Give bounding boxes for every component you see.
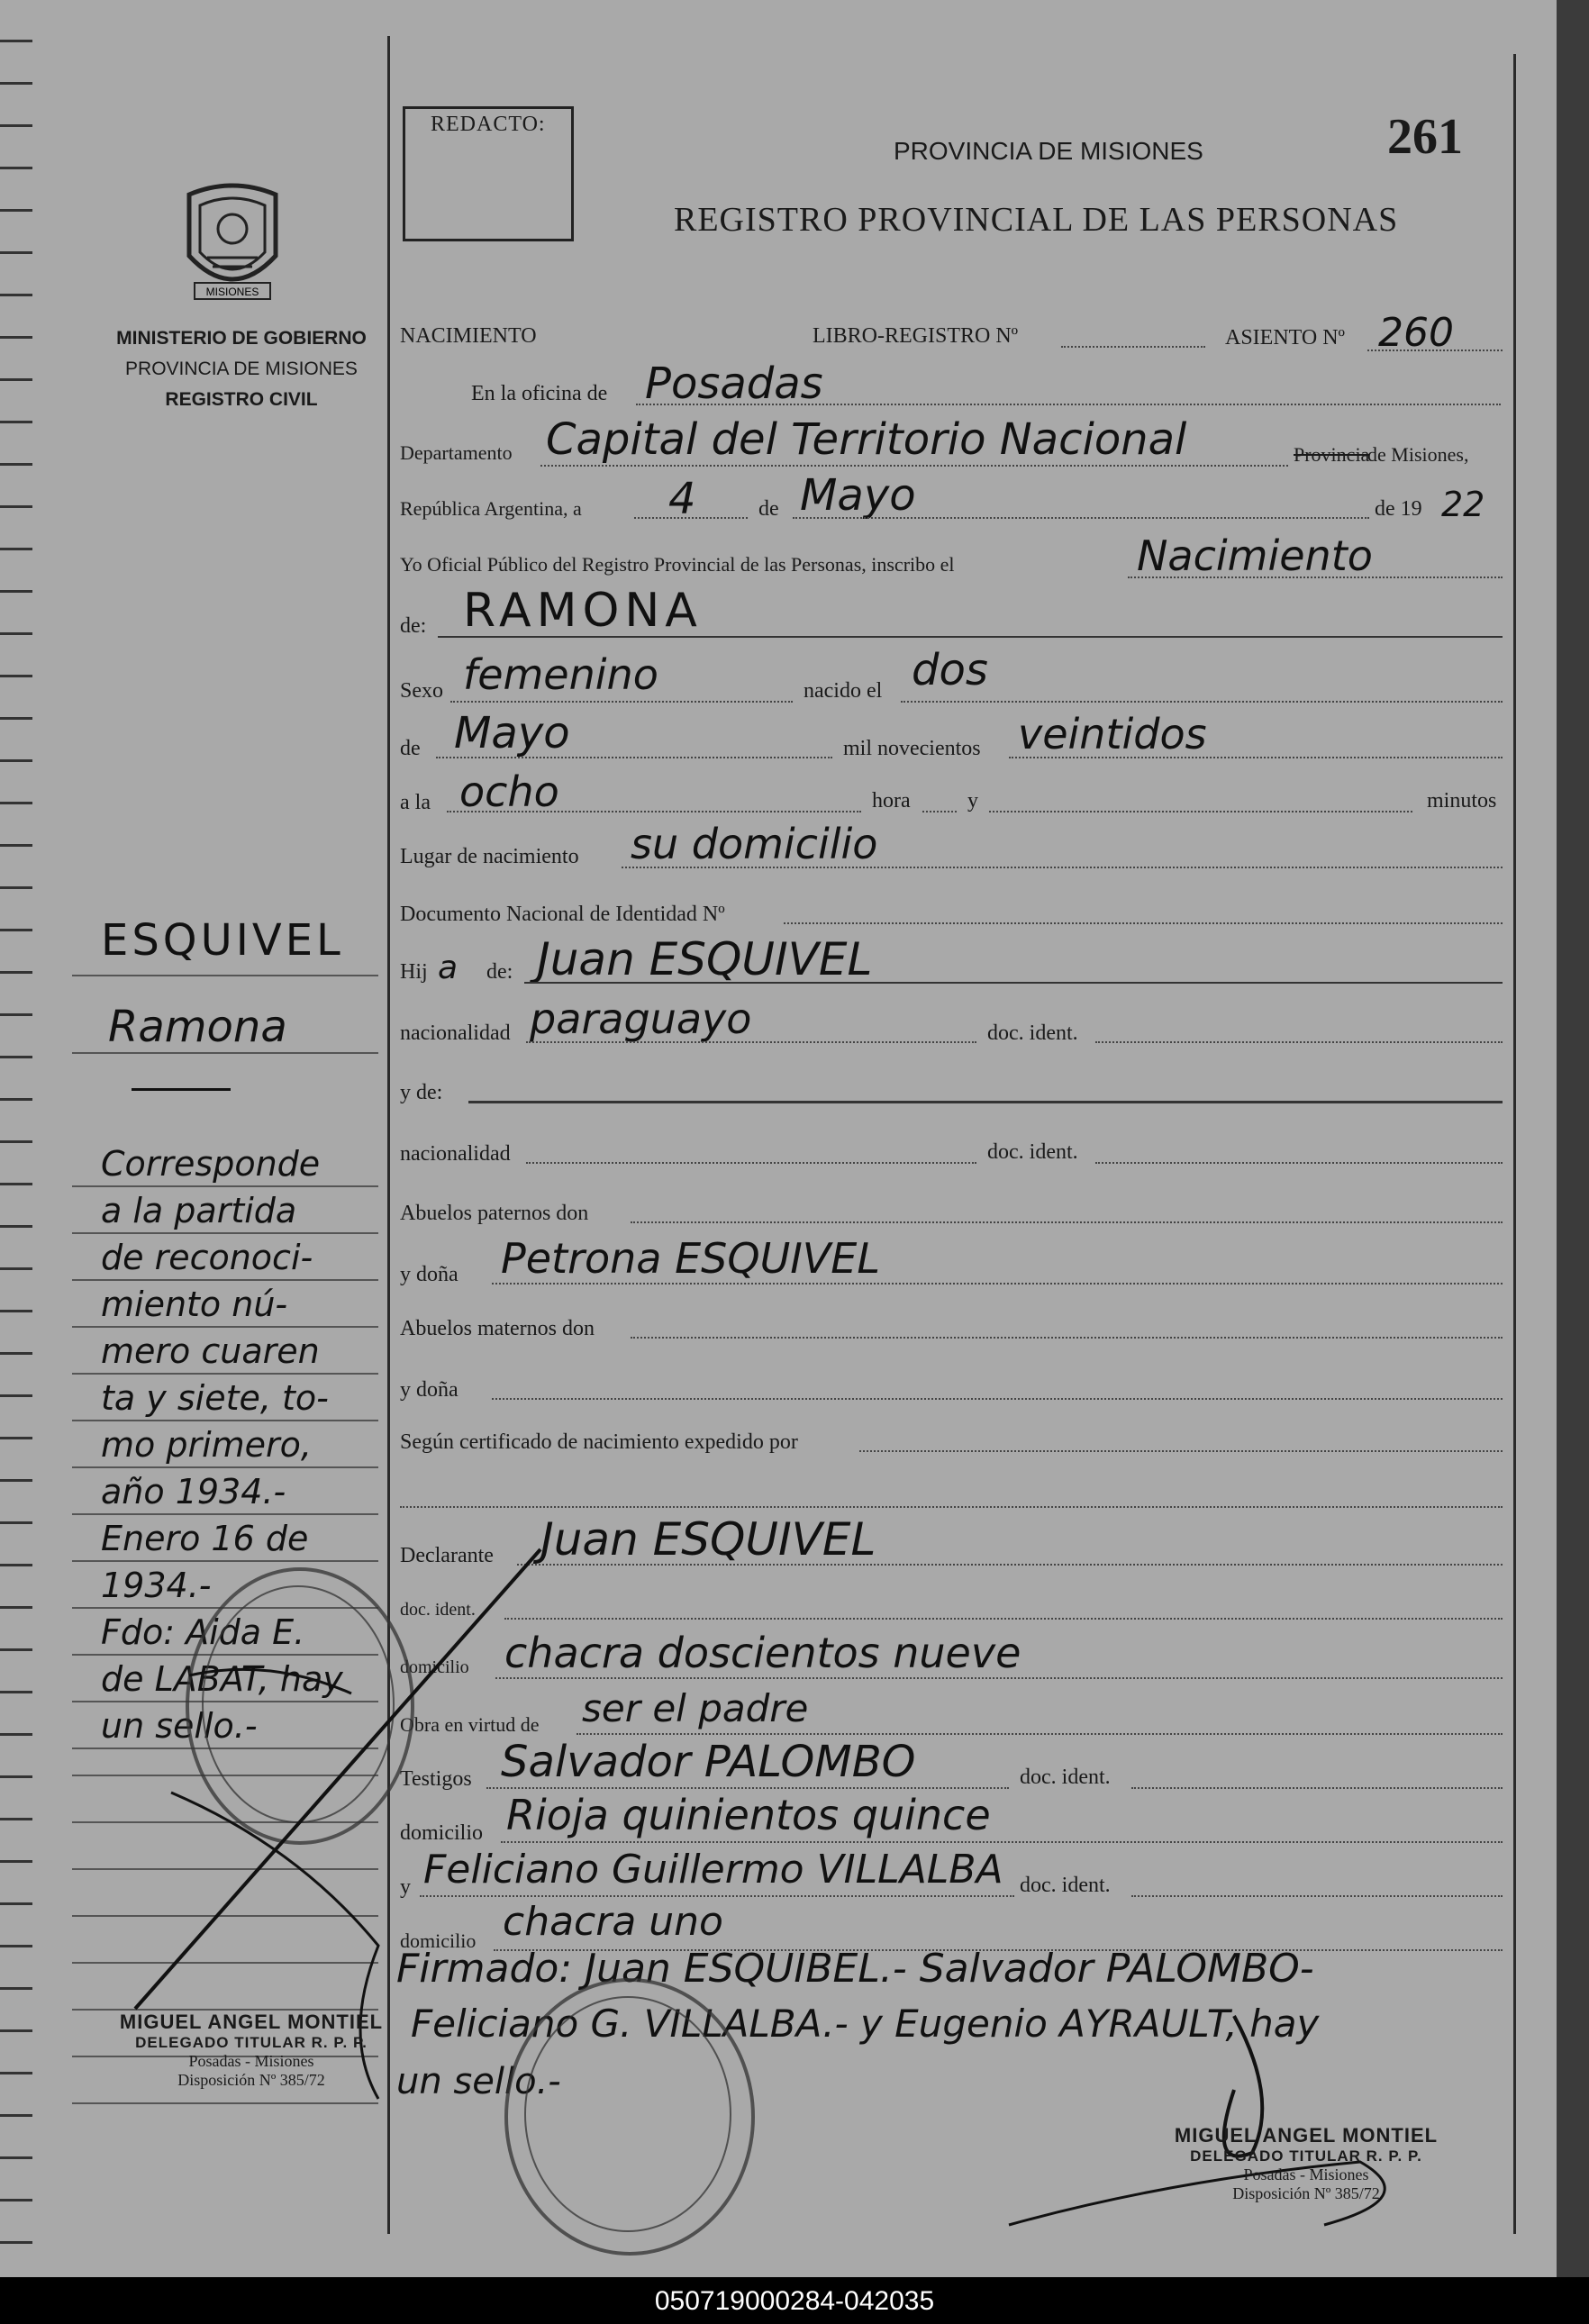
margin-note-line: 1934.- — [101, 1566, 212, 1605]
domicilio3-label: domicilio — [400, 1929, 477, 1952]
docident4-label: doc. ident. — [1020, 1766, 1111, 1789]
republica-label: República Argentina, a — [400, 497, 582, 520]
ministry-line1: MINISTERIO DE GOBIERNO — [116, 328, 367, 349]
sig-right-place: Posadas - Misiones — [1243, 2165, 1369, 2183]
lugar-label: Lugar de nacimiento — [400, 845, 579, 868]
sig-left-disp: Disposición Nº 385/72 — [177, 2071, 325, 2089]
domicilio-value: chacra doscientos nueve — [504, 1629, 1022, 1677]
domicilio2-value: Rioja quinientos quince — [506, 1791, 991, 1839]
docident3-label: doc. ident. — [400, 1600, 476, 1620]
sig-right-role: DELEGADO TITULAR R. P. P. — [1190, 2147, 1422, 2165]
mes-value: Mayo — [800, 470, 916, 521]
margin-surname: ESQUIVEL — [101, 915, 344, 966]
anio-value: 22 — [1441, 485, 1485, 524]
firmado-line2: Feliciano G. VILLALBA.- y Eugenio AYRAULT, hay — [411, 2002, 1320, 2046]
margin-note-line: miento nú- — [101, 1285, 288, 1324]
mil-value: veintidos — [1018, 710, 1207, 758]
nacionalidad-value: paraguayo — [530, 994, 752, 1043]
margin-given: Ramona — [108, 1002, 287, 1052]
docident2-label: doc. ident. — [987, 1140, 1078, 1164]
hija-value: Juan ESQUIVEL — [537, 933, 873, 985]
nacionalidad-label: nacionalidad — [400, 1021, 511, 1045]
nombre-value: RAMONA — [463, 584, 703, 638]
hora-value: ocho — [459, 767, 559, 816]
page-number: 261 — [1387, 109, 1463, 165]
domicilio3-value: chacra uno — [503, 1899, 723, 1945]
de-label: de — [758, 497, 779, 521]
y2-label: y — [400, 1875, 411, 1899]
docident5-label: doc. ident. — [1020, 1874, 1111, 1897]
yde-label: y de: — [400, 1081, 443, 1104]
nacido-label: nacido el — [804, 679, 883, 703]
provincia-rest: de Misiones, — [1367, 443, 1469, 466]
sig-left-name: MIGUEL ANGEL MONTIEL — [119, 2011, 384, 2033]
hora-label: hora — [872, 789, 911, 812]
margin-note-line: año 1934.- — [101, 1472, 286, 1512]
provincia-struck: Provincia — [1294, 443, 1370, 466]
margin-note-line: mo primero, — [101, 1425, 312, 1465]
de2-label: de — [400, 737, 421, 760]
seal-text: MISIONES — [205, 286, 259, 298]
mes2-value: Mayo — [454, 708, 570, 758]
sexo-value: femenino — [463, 650, 658, 699]
libro-label: LIBRO-REGISTRO Nº — [813, 324, 1019, 348]
domicilio-label: domicilio — [400, 1657, 469, 1677]
margin-note-line: a la partida — [101, 1191, 297, 1230]
abuelos-mat-label: Abuelos maternos don — [400, 1317, 595, 1340]
firmado-line1: Firmado: Juan ESQUIBEL.- Salvador PALOMBO- — [396, 1946, 1314, 1992]
departamento-label: Departamento — [400, 441, 513, 464]
sexo-label: Sexo — [400, 679, 443, 703]
ministry-line3: REGISTRO CIVIL — [165, 389, 318, 410]
firmado-line3: un sello.- — [396, 2061, 561, 2102]
redacto-label: REDACTO: — [431, 113, 546, 136]
margin-note-line: Corresponde — [101, 1144, 321, 1184]
signature-block-right — [1144, 2124, 1468, 2203]
oficial-label: Yo Oficial Público del Registro Provincial de las Personas, inscribo el — [400, 553, 955, 576]
oficina-label: En la oficina de — [471, 382, 608, 405]
domicilio2-label: domicilio — [400, 1821, 483, 1845]
segun-label: Según certificado de nacimiento expedido por — [400, 1430, 798, 1454]
ala-label: a la — [400, 791, 431, 814]
testigo2-value: Feliciano Guillermo VILLALBA — [423, 1847, 1003, 1893]
sig-right-disp: Disposición Nº 385/72 — [1232, 2184, 1380, 2202]
margin-note-line: de LABAT, hay — [101, 1659, 343, 1699]
footer-bar — [0, 2277, 1589, 2324]
declarante-value: Juan ESQUIVEL — [540, 1513, 876, 1566]
lugar-value: su domicilio — [631, 820, 878, 868]
ydona2-label: y doña — [400, 1378, 459, 1402]
minutos-label: minutos — [1427, 789, 1497, 812]
hija-label-post: de: — [486, 960, 513, 984]
declarante-label: Declarante — [400, 1544, 494, 1567]
sig-left-place: Posadas - Misiones — [188, 2052, 314, 2070]
page-edge — [1557, 0, 1589, 2277]
header-registry: REGISTRO PROVINCIAL DE LAS PERSONAS — [674, 201, 1399, 239]
y-label: y — [967, 789, 978, 812]
ministry-line2: PROVINCIA DE MISIONES — [125, 359, 358, 379]
docident-label: doc. ident. — [987, 1021, 1078, 1045]
departamento-value: Capital del Territorio Nacional — [546, 414, 1187, 465]
hija-label-pre: Hij — [400, 960, 428, 984]
hija-label-a: a — [438, 949, 459, 986]
footer-id: 050719000284-042035 — [654, 2286, 935, 2316]
signature-block-left — [94, 2011, 409, 2090]
margin-note-line: un sello.- — [101, 1706, 258, 1746]
mil-label: mil novecientos — [843, 737, 981, 760]
margin-note-line: de reconoci- — [101, 1238, 313, 1277]
oficina-value: Posadas — [645, 359, 823, 409]
margin-note-line: Fdo: Aida E. — [101, 1612, 305, 1652]
sig-left-role: DELEGADO TITULAR R. P. P. — [135, 2034, 368, 2051]
testigo1-value: Salvador PALOMBO — [501, 1737, 916, 1787]
asiento-label: ASIENTO Nº — [1225, 326, 1345, 350]
record-type: NACIMIENTO — [400, 324, 537, 348]
margin-note-line: Enero 16 de — [101, 1519, 309, 1558]
sig-right-name: MIGUEL ANGEL MONTIEL — [1174, 2124, 1439, 2147]
dni-label: Documento Nacional de Identidad Nº — [400, 903, 725, 926]
ydona-value: Petrona ESQUIVEL — [501, 1234, 880, 1283]
testigos-label: Testigos — [400, 1767, 472, 1791]
header-province: PROVINCIA DE MISIONES — [894, 137, 1203, 165]
de19-label: de 19 — [1375, 497, 1422, 521]
ydona-label: y doña — [400, 1263, 459, 1286]
obra-label: Obra en virtud de — [400, 1713, 540, 1736]
de-colon-label: de: — [400, 614, 427, 638]
margin-note-line: mero cuaren — [101, 1331, 320, 1371]
abuelos-pat-label: Abuelos paternos don — [400, 1202, 589, 1225]
obra-value: ser el padre — [582, 1686, 809, 1730]
dia-value: 4 — [668, 474, 696, 524]
nacido-value: dos — [912, 645, 988, 695]
inscribo-value: Nacimiento — [1137, 531, 1373, 580]
nacionalidad2-label: nacionalidad — [400, 1142, 511, 1166]
margin-note-line: ta y siete, to- — [101, 1378, 329, 1418]
asiento-value: 260 — [1378, 310, 1454, 356]
